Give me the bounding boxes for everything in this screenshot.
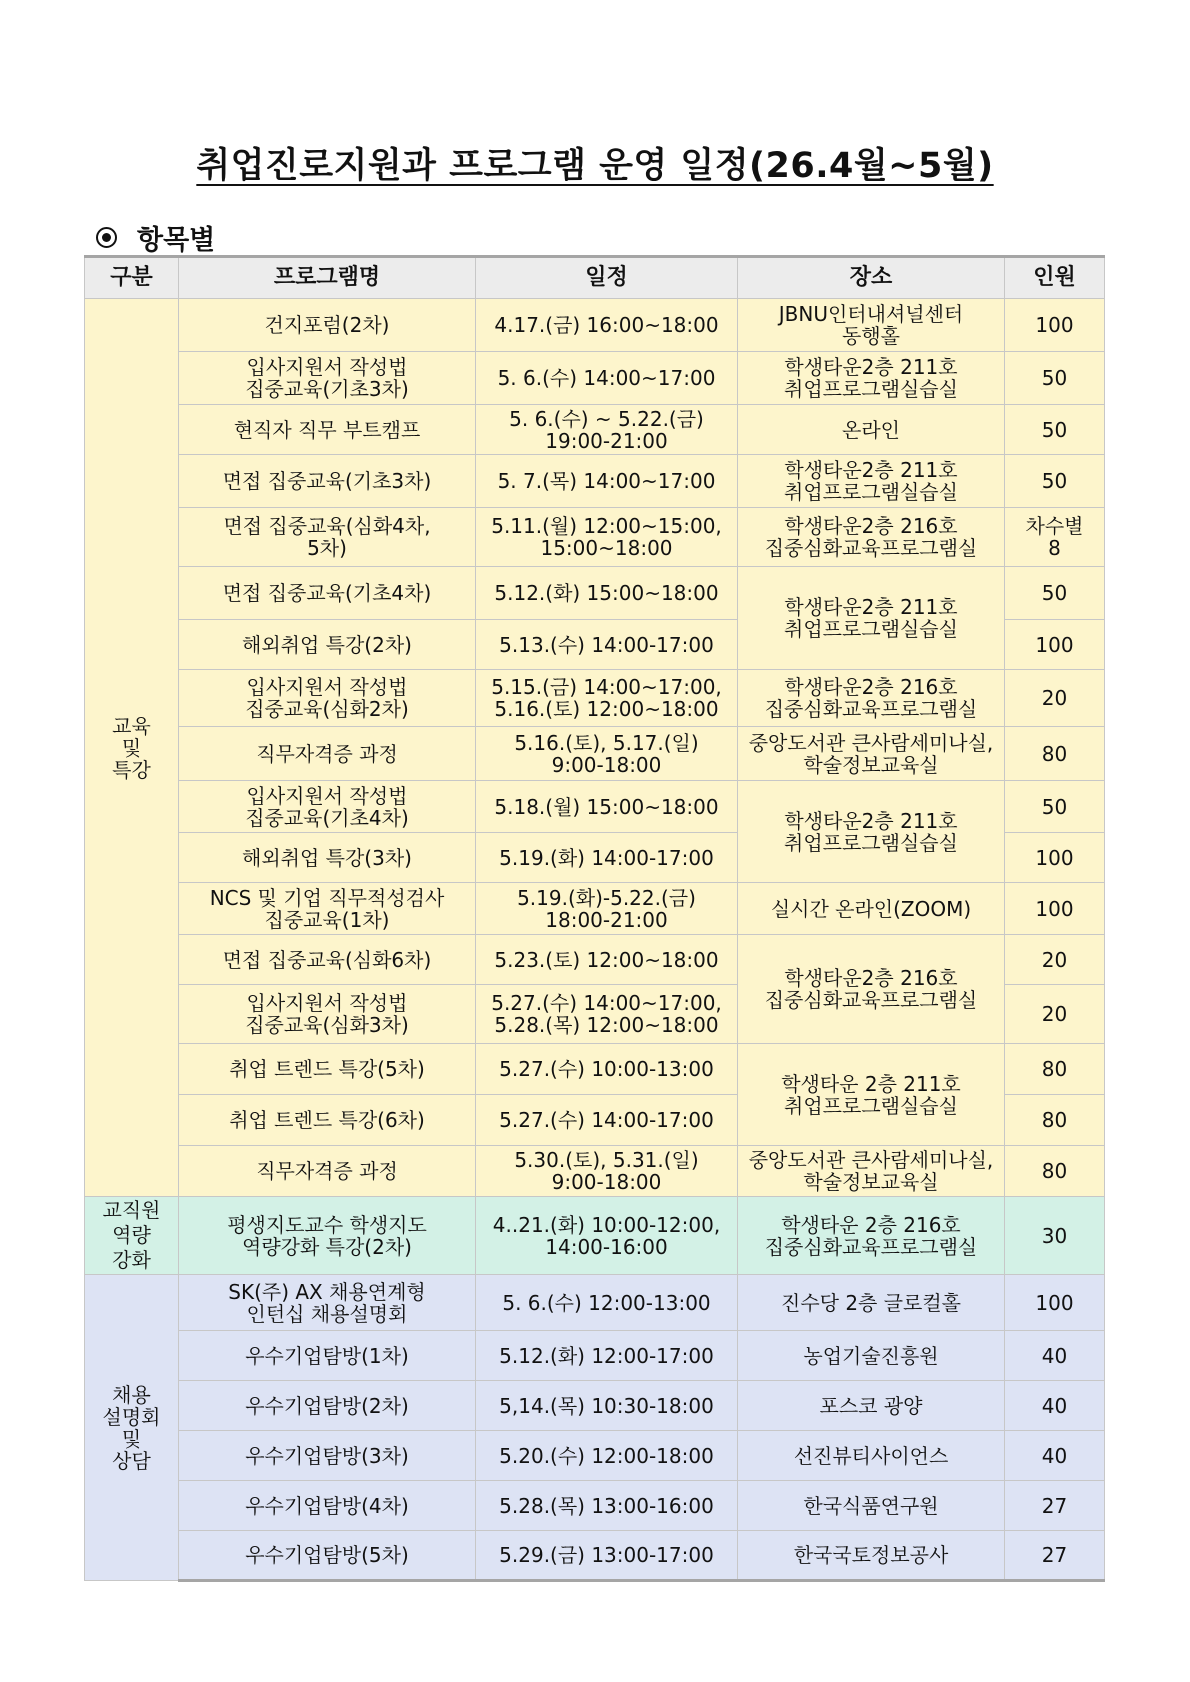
- schedule-table: [84, 255, 1105, 1582]
- schedule-cell: 5.23.(토) 12:00~18:00: [476, 935, 738, 985]
- schedule-cell: 5.19.(화)-5.22.(금) 18:00-21:00: [476, 883, 738, 935]
- program-cell: 건지포럼(2차): [179, 299, 476, 352]
- table-row: [85, 727, 1105, 781]
- place-cell: 학생타운2층 216호 집중심화교육프로그램실: [738, 670, 1005, 727]
- table-row: [85, 1275, 1105, 1331]
- schedule-cell: 5.27.(수) 10:00-13:00: [476, 1044, 738, 1095]
- table-row: [85, 1481, 1105, 1531]
- schedule-cell: 5.16.(토), 5.17.(일) 9:00-18:00: [476, 727, 738, 781]
- table-row: [85, 935, 1105, 985]
- count-cell: 100: [1005, 883, 1105, 935]
- place-cell: 학생타운 2층 216호 집중심화교육프로그램실: [738, 1197, 1005, 1275]
- program-cell: 직무자격증 과정: [179, 727, 476, 781]
- count-cell: 50: [1005, 352, 1105, 405]
- place-cell: 학생타운 2층 211호 취업프로그램실습실: [738, 1044, 1005, 1146]
- schedule-cell: 4..21.(화) 10:00-12:00, 14:00-16:00: [476, 1197, 738, 1275]
- program-cell: 현직자 직무 부트캠프: [179, 405, 476, 455]
- place-cell: 중앙도서관 큰사람세미나실, 학술정보교육실: [738, 727, 1005, 781]
- table-row: [85, 883, 1105, 935]
- category-education: 교육 및 특강: [85, 299, 179, 1197]
- schedule-cell: 5.13.(수) 14:00-17:00: [476, 620, 738, 670]
- col-header-program: 프로그램명: [179, 257, 476, 299]
- count-cell: 20: [1005, 935, 1105, 985]
- place-cell: 학생타운2층 216호 집중심화교육프로그램실: [738, 935, 1005, 1044]
- count-cell: 27: [1005, 1481, 1105, 1531]
- page-title: 취업진로지원과 프로그램 운영 일정(26.4월~5월): [196, 146, 994, 186]
- program-cell: 해외취업 특강(2차): [179, 620, 476, 670]
- table-row: [85, 1381, 1105, 1431]
- schedule-cell: 5.18.(월) 15:00~18:00: [476, 781, 738, 833]
- count-cell: 20: [1005, 670, 1105, 727]
- section-heading: [96, 218, 215, 257]
- program-cell: 입사지원서 작성법 집중교육(기초3차): [179, 352, 476, 405]
- table-row: [85, 1044, 1105, 1095]
- schedule-cell: 5.27.(수) 14:00~17:00, 5.28.(목) 12:00~18:00: [476, 985, 738, 1044]
- schedule-cell: 5.27.(수) 14:00-17:00: [476, 1095, 738, 1146]
- count-cell: 40: [1005, 1331, 1105, 1381]
- table-row: [85, 1531, 1105, 1581]
- table-row: [85, 455, 1105, 508]
- place-cell: 한국식품연구원: [738, 1481, 1005, 1531]
- program-cell: 면접 집중교육(심화6차): [179, 935, 476, 985]
- program-cell: 면접 집중교육(기초4차): [179, 567, 476, 620]
- radio-bullet-icon: [96, 227, 117, 248]
- count-cell: 100: [1005, 299, 1105, 352]
- table-row: [85, 352, 1105, 405]
- schedule-cell: 5.12.(화) 15:00~18:00: [476, 567, 738, 620]
- count-cell: 80: [1005, 1146, 1105, 1197]
- count-cell: 50: [1005, 781, 1105, 833]
- page-title-wrap: [0, 138, 1190, 188]
- place-cell: 학생타운2층 211호 취업프로그램실습실: [738, 567, 1005, 670]
- count-cell: 50: [1005, 455, 1105, 508]
- col-header-schedule: 일정: [476, 257, 738, 299]
- table-row: [85, 781, 1105, 833]
- table-row: [85, 567, 1105, 620]
- schedule-cell: 5.12.(화) 12:00-17:00: [476, 1331, 738, 1381]
- program-cell: 우수기업탐방(1차): [179, 1331, 476, 1381]
- count-cell: 80: [1005, 1095, 1105, 1146]
- table-row: [85, 299, 1105, 352]
- count-cell: 30: [1005, 1197, 1105, 1275]
- count-cell: 100: [1005, 833, 1105, 883]
- program-cell: SK(주) AX 채용연계형 인턴십 채용설명회: [179, 1275, 476, 1331]
- col-header-place: 장소: [738, 257, 1005, 299]
- section-label: 항목별: [137, 225, 216, 256]
- count-cell: 40: [1005, 1381, 1105, 1431]
- schedule-cell: 5. 7.(목) 14:00~17:00: [476, 455, 738, 508]
- schedule-cell: 5.29.(금) 13:00-17:00: [476, 1531, 738, 1581]
- table-row: [85, 670, 1105, 727]
- schedule-cell: 5.20.(수) 12:00-18:00: [476, 1431, 738, 1481]
- schedule-cell: 5. 6.(수) ~ 5.22.(금) 19:00-21:00: [476, 405, 738, 455]
- place-cell: 학생타운2층 211호 취업프로그램실습실: [738, 455, 1005, 508]
- program-cell: 입사지원서 작성법 집중교육(기초4차): [179, 781, 476, 833]
- table-row: [85, 1146, 1105, 1197]
- col-header-category: 구분: [85, 257, 179, 299]
- table-row: [85, 1197, 1105, 1275]
- place-cell: 진수당 2층 글로컬홀: [738, 1275, 1005, 1331]
- program-cell: 우수기업탐방(2차): [179, 1381, 476, 1431]
- program-cell: 면접 집중교육(기초3차): [179, 455, 476, 508]
- table-row: [85, 508, 1105, 567]
- category-recruit: 채용 설명회 및 상담: [85, 1275, 179, 1581]
- schedule-cell: 5.11.(월) 12:00~15:00, 15:00~18:00: [476, 508, 738, 567]
- count-cell: 80: [1005, 1044, 1105, 1095]
- program-cell: 우수기업탐방(3차): [179, 1431, 476, 1481]
- program-cell: NCS 및 기업 직무적성검사 집중교육(1차): [179, 883, 476, 935]
- place-cell: 학생타운2층 211호 취업프로그램실습실: [738, 781, 1005, 883]
- table-row: [85, 405, 1105, 455]
- schedule-cell: 5,14.(목) 10:30-18:00: [476, 1381, 738, 1431]
- schedule-cell: 5.30.(토), 5.31.(일) 9:00-18:00: [476, 1146, 738, 1197]
- program-cell: 평생지도교수 학생지도 역량강화 특강(2차): [179, 1197, 476, 1275]
- schedule-cell: 5.15.(금) 14:00~17:00, 5.16.(토) 12:00~18:00: [476, 670, 738, 727]
- place-cell: JBNU인터내셔널센터 동행홀: [738, 299, 1005, 352]
- schedule-cell: 4.17.(금) 16:00~18:00: [476, 299, 738, 352]
- program-cell: 입사지원서 작성법 집중교육(심화3차): [179, 985, 476, 1044]
- count-cell: 40: [1005, 1431, 1105, 1481]
- place-cell: 선진뷰티사이언스: [738, 1431, 1005, 1481]
- table-row: [85, 1331, 1105, 1381]
- schedule-cell: 5. 6.(수) 12:00-13:00: [476, 1275, 738, 1331]
- table-header-row: [85, 257, 1105, 299]
- program-cell: 해외취업 특강(3차): [179, 833, 476, 883]
- category-faculty: 교직원 역량 강화: [85, 1197, 179, 1275]
- table-row: [85, 1431, 1105, 1481]
- place-cell: 포스코 광양: [738, 1381, 1005, 1431]
- count-cell: 차수별 8: [1005, 508, 1105, 567]
- place-cell: 학생타운2층 211호 취업프로그램실습실: [738, 352, 1005, 405]
- count-cell: 80: [1005, 727, 1105, 781]
- col-header-count: 인원: [1005, 257, 1105, 299]
- schedule-cell: 5. 6.(수) 14:00~17:00: [476, 352, 738, 405]
- program-cell: 우수기업탐방(5차): [179, 1531, 476, 1581]
- count-cell: 50: [1005, 567, 1105, 620]
- count-cell: 100: [1005, 620, 1105, 670]
- count-cell: 27: [1005, 1531, 1105, 1581]
- place-cell: 중앙도서관 큰사람세미나실, 학술정보교육실: [738, 1146, 1005, 1197]
- program-cell: 면접 집중교육(심화4차, 5차): [179, 508, 476, 567]
- place-cell: 실시간 온라인(ZOOM): [738, 883, 1005, 935]
- program-cell: 취업 트렌드 특강(5차): [179, 1044, 476, 1095]
- count-cell: 100: [1005, 1275, 1105, 1331]
- count-cell: 50: [1005, 405, 1105, 455]
- place-cell: 한국국토정보공사: [738, 1531, 1005, 1581]
- program-cell: 직무자격증 과정: [179, 1146, 476, 1197]
- place-cell: 학생타운2층 216호 집중심화교육프로그램실: [738, 508, 1005, 567]
- place-cell: 농업기술진흥원: [738, 1331, 1005, 1381]
- program-cell: 취업 트렌드 특강(6차): [179, 1095, 476, 1146]
- schedule-cell: 5.19.(화) 14:00-17:00: [476, 833, 738, 883]
- place-cell: 온라인: [738, 405, 1005, 455]
- program-cell: 입사지원서 작성법 집중교육(심화2차): [179, 670, 476, 727]
- count-cell: 20: [1005, 985, 1105, 1044]
- schedule-cell: 5.28.(목) 13:00-16:00: [476, 1481, 738, 1531]
- program-cell: 우수기업탐방(4차): [179, 1481, 476, 1531]
